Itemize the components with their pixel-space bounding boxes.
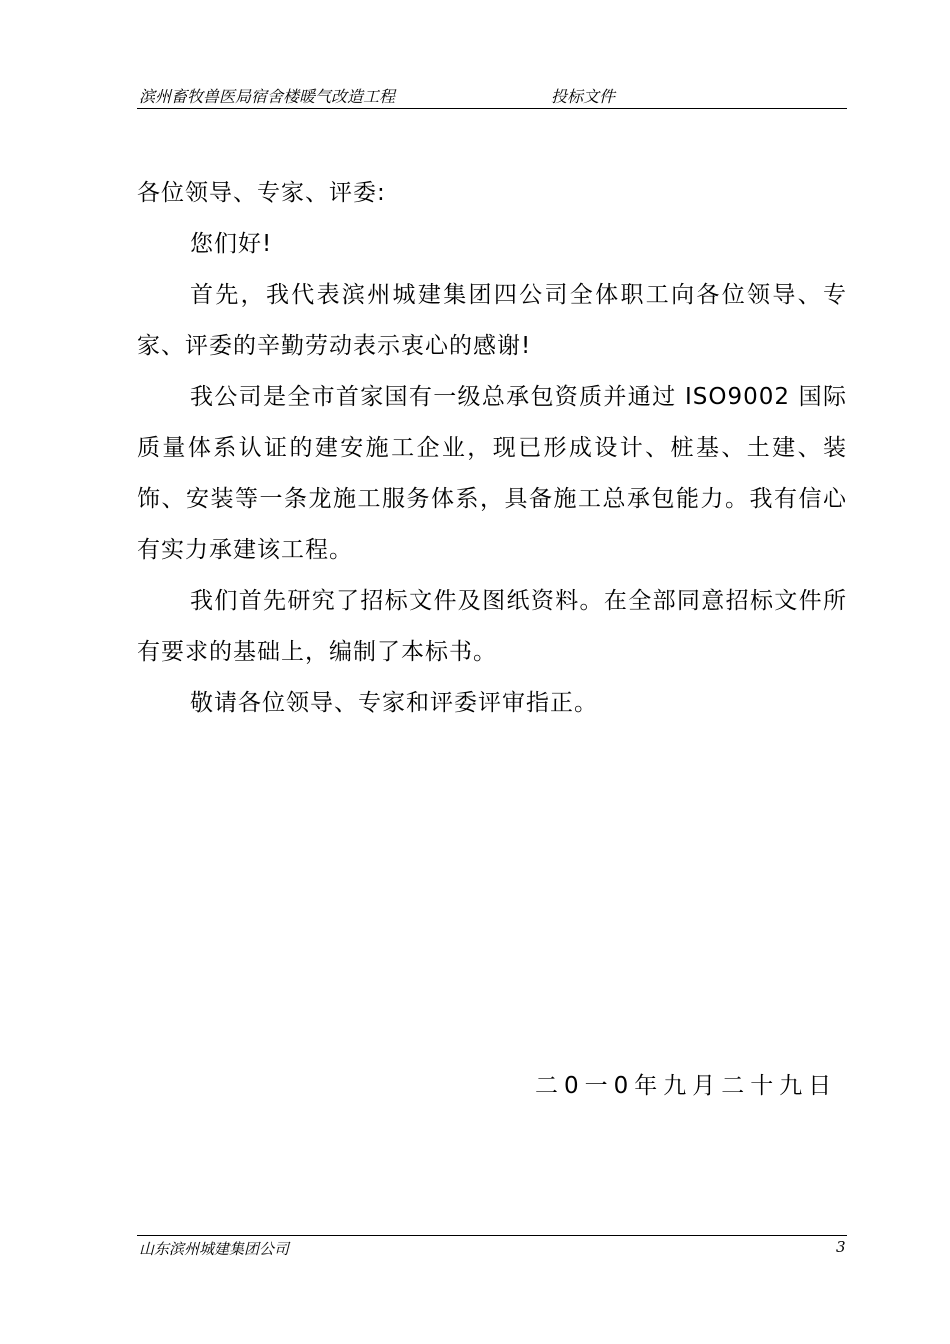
- header-doc-type: 投标文件: [551, 87, 616, 106]
- letter-body: [137, 168, 847, 729]
- page-number: 3: [836, 1238, 846, 1256]
- paragraph-company-intro: 我公司是全市首家国有一级总承包资质并通过 ISO9002 国际质量体系认证的建安施工企业，现已形成设计、桩基、土建、装饰、安装等一条龙施工服务体系，具备施工总承包能力。我有信心有实力承建该工程。: [137, 384, 847, 563]
- greeting: 您们好!: [190, 231, 273, 257]
- page-header: [137, 84, 847, 108]
- paragraph-closing: 敬请各位领导、专家和评委评审指正。: [190, 690, 598, 716]
- letter-date: 二0一0年九月二十九日: [535, 1073, 838, 1099]
- header-divider: [137, 108, 847, 109]
- paragraph-tender-study: 我们首先研究了招标文件及图纸资料。在全部同意招标文件所有要求的基础上，编制了本标书。: [137, 588, 847, 665]
- paragraph-thanks: 首先，我代表滨州城建集团四公司全体职工向各位领导、专家、评委的辛勤劳动表示衷心的感谢!: [137, 282, 847, 359]
- footer-divider: [137, 1235, 847, 1236]
- header-project-title: 滨州畜牧兽医局宿舍楼暖气改造工程: [139, 87, 396, 106]
- footer-company: 山东滨州城建集团公司: [139, 1240, 290, 1258]
- salutation: 各位领导、专家、评委:: [137, 180, 386, 206]
